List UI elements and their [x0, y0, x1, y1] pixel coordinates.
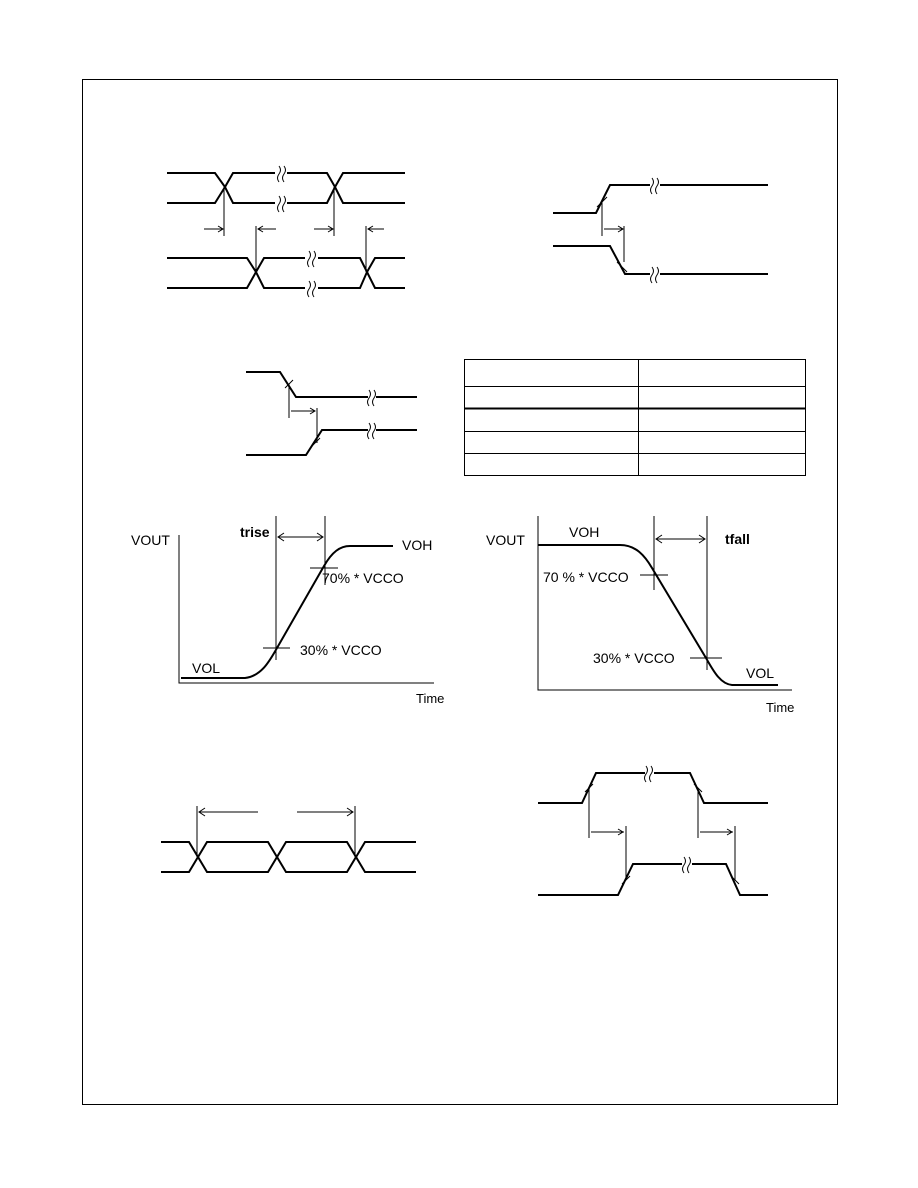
period-bottom-wire: [161, 857, 416, 872]
rise-low-level-label: VOL: [192, 660, 221, 676]
lower-pair-break-marks: [308, 251, 316, 297]
propagation-reference-lines: [589, 788, 735, 880]
fall-low-level-label: VOL: [746, 665, 775, 681]
falling-rising-ticks: [285, 380, 320, 446]
skew-arrows: [204, 226, 384, 232]
falling-wire: [246, 372, 417, 397]
fall-interval-label: tfall: [725, 531, 750, 547]
period-top-wire: [161, 842, 416, 857]
period-arrow: [199, 808, 353, 816]
input-pulse-wire: [538, 773, 768, 803]
period-diagram: [161, 806, 416, 872]
rising-output-wire: [553, 185, 768, 213]
falling-rising-break-marks: [368, 390, 376, 439]
period-reference-lines: [197, 806, 355, 857]
output-break-marks: [651, 178, 659, 283]
fall-y-axis-label: VOUT: [486, 532, 525, 548]
fall-time-diagram: [486, 516, 794, 715]
fall-high-level-label: VOH: [569, 524, 600, 540]
pulse-crossing-ticks: [585, 784, 739, 884]
lower-pair-bottom-wire: [167, 272, 405, 288]
rise-upper-threshold-label: 70% * VCCO: [322, 570, 404, 586]
propagation-arrows: [591, 829, 733, 835]
differential-skew-diagram: [167, 166, 405, 297]
fall-interval-arrow: [656, 535, 705, 543]
skew-reference-lines: [224, 187, 366, 272]
rise-y-axis-label: VOUT: [131, 532, 170, 548]
lower-pair-top-wire: [167, 258, 405, 272]
rise-lower-threshold-label: 30% * VCCO: [300, 642, 382, 658]
rise-time-diagram: [131, 516, 444, 706]
fall-lower-threshold-label: 30% * VCCO: [593, 650, 675, 666]
upper-pair-top-wire: [167, 173, 405, 187]
rise-waveform: [181, 546, 393, 678]
rise-interval-arrow: [278, 533, 323, 541]
falling-output-wire: [553, 246, 768, 274]
rise-interval-label: trise: [240, 524, 270, 540]
fall-x-axis-label: Time: [766, 700, 795, 715]
complementary-output-skew-diagram: [553, 178, 768, 283]
rising-wire: [246, 430, 417, 455]
pulse-break-marks: [645, 766, 691, 873]
rise-x-axis-label: Time: [416, 691, 445, 706]
rise-high-level-label: VOH: [402, 537, 433, 553]
page-border: [83, 80, 838, 1105]
falling-rising-output-diagram: [246, 372, 417, 455]
propagation-delay-diagram: [538, 766, 768, 895]
table-outline: [465, 360, 806, 476]
output-pulse-wire: [538, 864, 768, 895]
upper-pair-bottom-wire: [167, 187, 405, 203]
parameter-table: [465, 360, 807, 477]
fall-upper-threshold-label: 70 % * VCCO: [543, 569, 629, 585]
upper-pair-break-marks: [278, 166, 286, 212]
